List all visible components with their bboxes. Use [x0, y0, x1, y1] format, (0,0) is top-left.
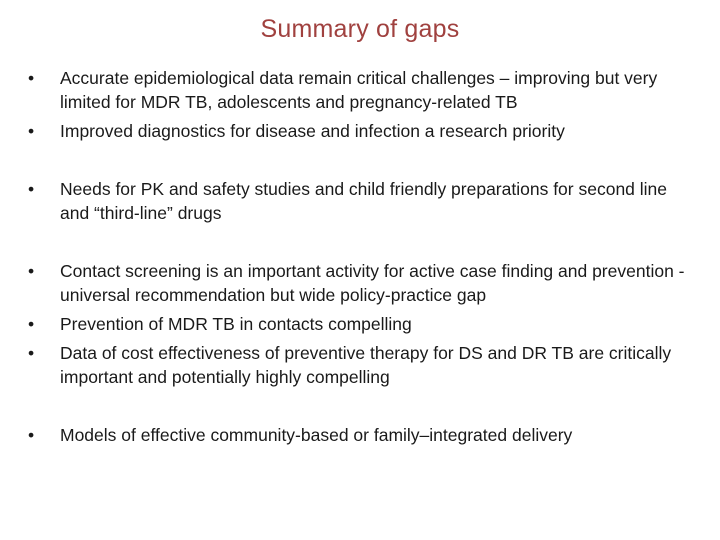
bullet-item [28, 341, 698, 389]
bullet-item [28, 423, 698, 447]
bullet-item [28, 259, 698, 307]
bullet-text: Contact screening is an important activity for active case finding and prevention - universal recommendation but wide policy-practice gap [60, 261, 685, 305]
bullet-text: Accurate epidemiological data remain critical challenges – improving but very limited for MDR TB, adolescents and pregnancy-related TB [60, 68, 658, 112]
bullet-dot-icon: • [28, 261, 35, 281]
bullet-text: Needs for PK and safety studies and child friendly preparations for second line and “third-line” drugs [60, 179, 668, 223]
bullet-dot-icon: • [28, 343, 35, 363]
bullet-text: Improved diagnostics for disease and infection a research priority [60, 121, 565, 141]
bullet-item [28, 177, 698, 225]
bullet-text: Models of effective community-based or family–integrated delivery [60, 425, 573, 445]
bullet-dot-icon: • [28, 425, 35, 445]
bullet-item [28, 119, 698, 143]
bullet-item [28, 312, 698, 336]
bullet-text: Prevention of MDR TB in contacts compelling [60, 314, 412, 334]
bullet-dot-icon: • [28, 121, 35, 141]
bullet-dot-icon: • [28, 68, 35, 88]
bullet-dot-icon: • [28, 314, 35, 334]
bullet-list [28, 66, 698, 447]
bullet-dot-icon: • [28, 179, 35, 199]
slide-title: Summary of gaps [260, 15, 460, 43]
bullet-text: Data of cost effectiveness of preventive therapy for DS and DR TB are critically important and potentially highly compelling [60, 343, 672, 387]
bullet-item [28, 66, 698, 114]
